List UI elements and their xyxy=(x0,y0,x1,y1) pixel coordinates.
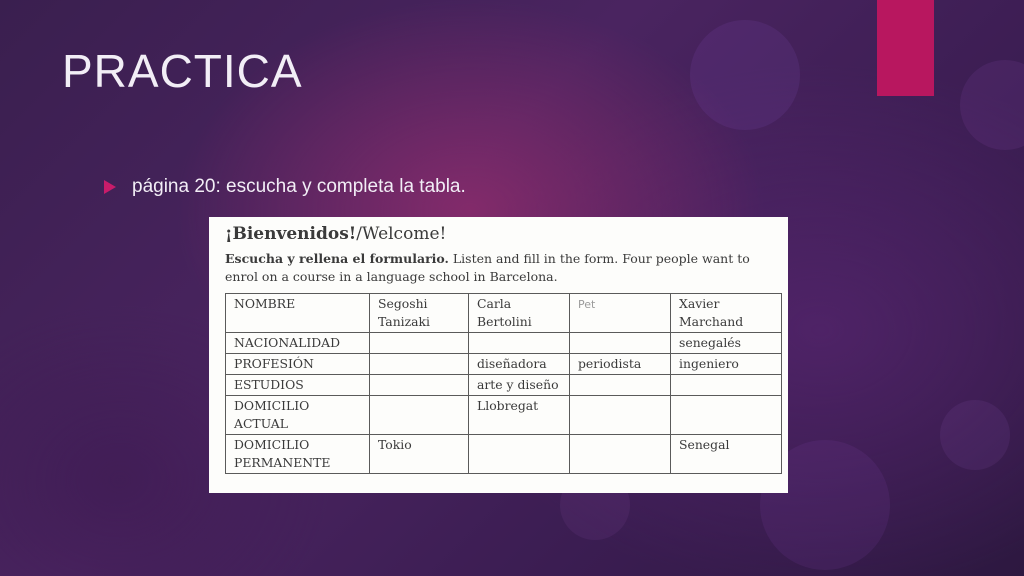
table-cell: senegalés xyxy=(671,333,782,354)
table-cell xyxy=(570,435,671,474)
table-row xyxy=(226,375,782,396)
table-cell xyxy=(570,396,671,435)
accent-bar xyxy=(877,0,934,96)
table-row xyxy=(226,354,782,375)
row-label-cell: ESTUDIOS xyxy=(226,375,370,396)
bokeh-circle xyxy=(940,400,1010,470)
table-row xyxy=(226,294,782,333)
worksheet-heading xyxy=(225,222,776,246)
table-cell xyxy=(570,333,671,354)
table-cell: Xavier Marchand xyxy=(671,294,782,333)
table-cell: Senegal xyxy=(671,435,782,474)
table-row xyxy=(226,333,782,354)
table-cell xyxy=(671,375,782,396)
table-cell xyxy=(370,333,469,354)
bokeh-circle xyxy=(960,60,1024,150)
row-label-cell: NOMBRE xyxy=(226,294,370,333)
table-cell xyxy=(370,375,469,396)
table-cell xyxy=(570,294,671,333)
table-cell xyxy=(469,333,570,354)
table-cell xyxy=(370,396,469,435)
table-row xyxy=(226,396,782,435)
heading-spanish: ¡Bienvenidos! xyxy=(225,224,357,244)
row-label-cell: DOMICILIO ACTUAL xyxy=(226,396,370,435)
table-cell xyxy=(469,435,570,474)
enrolment-form-table xyxy=(225,293,782,474)
table-cell: Llobregat xyxy=(469,396,570,435)
table-cell xyxy=(570,375,671,396)
triangle-bullet-icon xyxy=(104,180,116,194)
table-row xyxy=(226,435,782,474)
handwritten-note: Pet xyxy=(578,298,596,311)
instruction-spanish: Escucha y rellena el formulario. xyxy=(225,251,449,266)
bullet-text: página 20: escucha y completa la tabla. xyxy=(132,176,466,197)
row-label-cell: NACIONALIDAD xyxy=(226,333,370,354)
row-label-cell: PROFESIÓN xyxy=(226,354,370,375)
table-cell: arte y diseño xyxy=(469,375,570,396)
row-label-cell: DOMICILIO PERMANENTE xyxy=(226,435,370,474)
table-cell: Carla Bertolini xyxy=(469,294,570,333)
worksheet-instructions xyxy=(225,250,765,286)
slide-title: PRACTICA xyxy=(62,45,303,97)
bokeh-circle xyxy=(690,20,800,130)
table-cell: diseñadora xyxy=(469,354,570,375)
instruction-english: Listen and fill in the form. Four people want to enrol on a course in a language school in Barcelona. xyxy=(225,251,750,284)
table-cell: Segoshi Tanizaki xyxy=(370,294,469,333)
table-cell: Tokio xyxy=(370,435,469,474)
heading-english: /Welcome! xyxy=(356,224,447,244)
table-cell: periodista xyxy=(570,354,671,375)
table-cell: ingeniero xyxy=(671,354,782,375)
table-cell xyxy=(671,396,782,435)
worksheet-image xyxy=(209,217,788,493)
bullet-item xyxy=(104,176,466,198)
table-cell xyxy=(370,354,469,375)
